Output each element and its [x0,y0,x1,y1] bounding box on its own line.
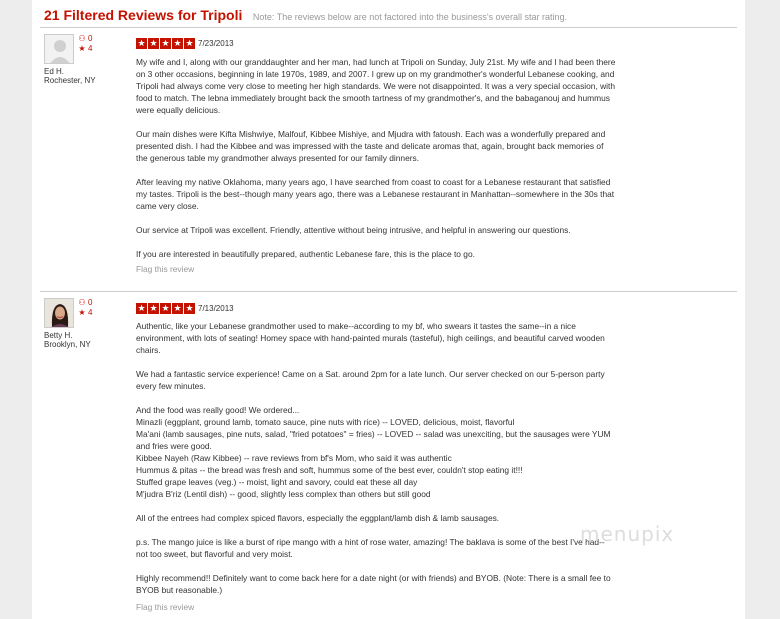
friends-count: ⚇ 0 [78,34,93,43]
review-count: ★ 4 [78,308,93,317]
star-rating [136,303,195,314]
divider [40,291,737,292]
review-date: 7/13/2013 [198,304,234,313]
review-body [136,320,616,608]
review-item [40,34,737,280]
flag-review-link[interactable]: Flag this review [136,264,195,274]
star-icon: ★ [185,38,194,48]
user-photo [45,299,74,328]
review-paragraph: Our service at Tripoli was excellent. Friendly, attentive without being intrusive, and helpful in answering our questions. [136,225,571,235]
filtered-reviews-panel [32,0,745,619]
star-icon: ★ [161,38,170,48]
filter-note: Note: The reviews below are not factored into the business's overall star rating. [252,12,568,22]
star-icon: ★ [149,303,158,313]
avatar[interactable] [44,34,74,64]
user-name[interactable]: Betty H. [44,331,73,340]
star-icon: ★ [161,303,170,313]
star-icon: ★ [78,308,86,317]
review-paragraph: Highly recommend!! Definitely want to come back here for a date night (or with friends) and BYOB. (Note: There is a small fee to BYOB but reasonable.) [136,573,611,595]
avatar[interactable] [44,298,74,328]
review-paragraph: We had a fantastic service experience! Came on a Sat. around 2pm for a late lunch. Our server checked on our 5-person party every few minutes. [136,369,605,391]
user-stats [78,298,92,318]
friends-count: ⚇ 0 [78,298,93,307]
star-icon: ★ [173,303,182,313]
star-icon: ★ [137,38,146,48]
reviews-header [44,7,567,25]
page-title: 21 Filtered Reviews for Tripoli [44,7,243,23]
review-count: ★ 4 [78,44,93,53]
review-paragraph: p.s. The mango juice is like a burst of ripe mango with a hint of rose water, amazing! The baklava is some of the best I've had--not too sweet, but flavorful and very moist. [136,537,605,559]
review-paragraph: Authentic, like your Lebanese grandmother used to make--according to my bf, who swears it tastes the same--in a nice environment, with lots of seating! Homey space with hand-painted murals (tasteful), high ceilings, and beautiful carved wooden chairs. [136,321,605,355]
user-info [44,67,96,85]
review-paragraph: Our main dishes were Kifta Mishwiye, Malfouf, Kibbee Mishiye, and Mjudra with fatoush. Each was a wonderfully prepared and presented dish. I had the Kibbee and was impressed with the taste and delicate aromas that, again, brought back memories of the generous table my grandmother always presented for our family dinners. [136,129,606,163]
review-paragraph: And the food was really good! We ordered... Minazli (eggplant, ground lamb, tomato sauce, pine nuts with rice) -- LOVED, delicious, moist, flavorful Ma'ani (lamb sausages, pine nuts, salad, "fried potatoes" = fries) -- LOVED -- salad was unexciting, but the sausages were YUM and fries were good. Kibbee Nayeh (Raw Kibbee) -- rave reviews from bf's Mom, who said it was authentic Hummus & pitas -- the bread was fresh and soft, hummus some of the best ever, couldn't stop eating it!!! Stuffed grape leaves (veg.) -- moist, light and savory, could eat these all day M'judra B'riz (Lentil dish) -- good, slightly less complex than others but still good [136,405,611,499]
review-paragraph: If you are interested in beautifully prepared, authentic Lebanese fare, this is the place to go. [136,249,475,259]
user-stats [78,34,92,54]
review-paragraph: After leaving my native Oklahoma, many years ago, I have searched from coast to coast for a Lebanese restaurant that satisfied my tastes. Tripoli is the best--though many years ago, there was a Lebanese restaurant in Manhattan--somewhere in the 30s that came very close. [136,177,615,211]
star-icon: ★ [173,38,182,48]
user-location: Rochester, NY [44,76,96,85]
star-icon: ★ [78,44,86,53]
review-paragraph: All of the entrees had complex spiced flavors, especially the eggplant/lamb dish & lamb sausages. [136,513,500,523]
friends-icon: ⚇ [78,298,86,307]
review-paragraph: My wife and I, along with our granddaughter and her man, had lunch at Tripoli on Sunday, July 21st. My wife and I had been there on 3 other occasions, beginning in late 1970s, 1989, and 2007. I grew up on my grandmother's wonderful Lebanese cooking, and Tripoli had always come very close to meeting her high standards. We were not disappointed. It was a very special occasion, with food to match. The lebna immediately brought back the smooth tartness of my grandmother's, and the babaganouj and hummus were equally delicious. [136,57,616,115]
default-user-icon [45,35,74,64]
star-rating [136,38,195,49]
star-icon: ★ [137,303,146,313]
divider [40,27,737,28]
user-name[interactable]: Ed H. [44,67,65,76]
star-icon: ★ [149,38,158,48]
review-item [40,298,737,619]
review-body [136,56,616,272]
user-info [44,331,91,349]
friends-icon: ⚇ [78,34,86,43]
review-date: 7/23/2013 [198,39,234,48]
star-icon: ★ [185,303,194,313]
watermark: menupix [580,522,675,546]
user-location: Brooklyn, NY [44,340,91,349]
flag-review-link[interactable]: Flag this review [136,602,195,612]
